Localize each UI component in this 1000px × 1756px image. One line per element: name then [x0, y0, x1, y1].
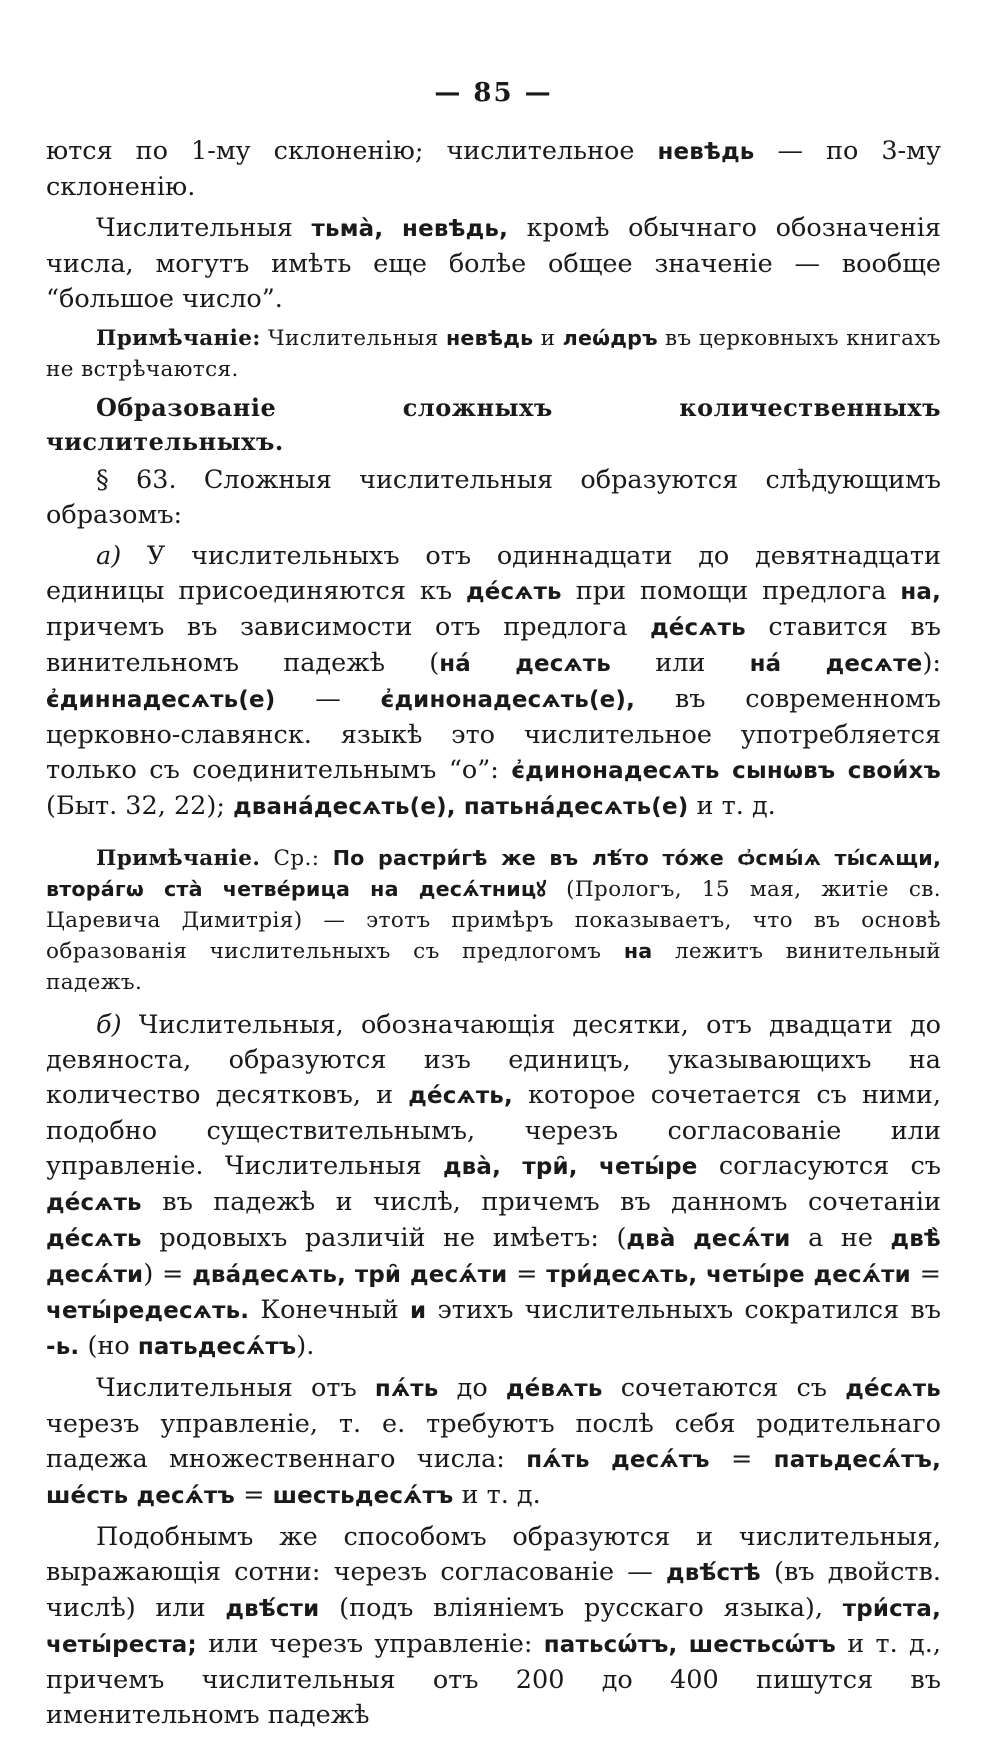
church-slavonic-term: невѣдь: [445, 326, 534, 350]
item-marker: а): [96, 541, 122, 571]
church-slavonic-term: патьдесѧ́тъ: [137, 1334, 297, 1360]
church-slavonic-term: де́сѧть: [466, 579, 562, 605]
church-slavonic-term: два́десѧть, три̑ десѧ́ти: [192, 1262, 508, 1288]
church-slavonic-term: невѣдь: [657, 139, 755, 165]
paragraph-item-b: б) Числительныя, обозначающія десятки, отъ двадцати до девяноста, образуются изъ единицъ, указывающихъ на количество десятковъ, и де́сѧть, которое сочетается съ ними, подобно существительнымъ, черезъ согласованіе или управленіе. Числительныя два̀, три̑, четы́ре согласуются съ де́сѧть въ падежѣ и числѣ, причемъ въ данномъ сочетаніи де́сѧть родовыхъ различій не имѣетъ: (два̀ десѧ́ти а не двѣ̀ десѧ́ти) = два́десѧть, три̑ десѧ́ти = три́десѧть, четы́ре десѧ́ти = четы́редесѧть. Конечный и этихъ числительныхъ сократился въ -ь. (но патьдесѧ́тъ).: [46, 1010, 942, 1361]
church-slavonic-term: шестьдесѧ́тъ: [272, 1483, 454, 1509]
church-slavonic-term: леѡ́дръ: [562, 326, 658, 350]
church-slavonic-term: де́сѧть: [46, 1190, 142, 1216]
church-slavonic-term: де́сѧть: [845, 1376, 941, 1402]
page-number: — 85 —: [434, 78, 553, 108]
note-label: Примѣчаніе:: [96, 326, 261, 351]
church-slavonic-term: патьсѡ́тъ, шестьсѡ́тъ: [543, 1632, 836, 1658]
paragraph-hundreds: Подобнымъ же способомъ образуются и числительныя, выражающія сотни: черезъ согласованіе — двѣ́стѣ (въ двойств. числѣ) или двѣ́сти (подъ вліяніемъ русскаго языка), три́ста, четы́реста; или черезъ управленіе: патьсѡ́тъ, шестьсѡ́тъ и т. д., причемъ числительныя отъ 200 до 400 пишутся въ именительномъ падежѣ: [46, 1522, 941, 1730]
paragraph-tens-government: Числительныя отъ пѧ́ть до де́вѧть сочетаются съ де́сѧть черезъ управленіе, т. е. требуютъ послѣ себя родительнаго падежа множественнаго числа: пѧ́ть десѧ́тъ = патьдесѧ́тъ, ше́сть десѧ́тъ = шестьдесѧ́тъ и т. д.: [46, 1373, 942, 1510]
church-slavonic-term: двѣ́стѣ: [665, 1560, 761, 1586]
church-slavonic-term: четы́редесѧть.: [46, 1298, 250, 1324]
church-slavonic-term: и: [409, 1298, 427, 1324]
church-slavonic-term: є҆динонадесѧть сынѡвъ свои́хъ: [511, 758, 941, 784]
church-slavonic-quote: По растри́гѣ же въ лѣ́то то́же ѻ҆смы́ѧ ты́сѧщи, втора́гѡ ста̀ четве́рица на десѧ́тницꙋ: [46, 846, 941, 901]
book-page: [46, 78, 941, 1739]
church-slavonic-term: патьдесѧ́тъ, ше́сть десѧ́тъ: [46, 1447, 942, 1509]
note-label: Примѣчаніе.: [96, 846, 261, 871]
church-slavonic-term: двана́десѧть(е), патьна́десѧть(е): [233, 794, 689, 820]
church-slavonic-term: на́ десѧть: [439, 651, 611, 677]
church-slavonic-term: де́сѧть: [650, 615, 746, 641]
church-slavonic-term: на,: [900, 579, 942, 605]
church-slavonic-term: де́сѧть,: [408, 1083, 513, 1109]
church-slavonic-term: два̀, три̑, четы́ре: [442, 1154, 698, 1180]
item-marker: б): [96, 1010, 122, 1040]
church-slavonic-term: є҆динонадесѧть(е),: [380, 687, 635, 713]
paragraph-large-numbers: Числительныя тьма̀, невѣдь, кромѣ обычнаго обозначенія числа, могутъ имѣть еще болѣе общее значеніе — вообще “большое число”.: [46, 213, 941, 314]
church-slavonic-term: де́вѧть: [505, 1376, 603, 1402]
church-slavonic-term: два̀ десѧ́ти: [626, 1226, 791, 1252]
note-paragraph: Примѣчаніе. Ср.: По растри́гѣ же въ лѣ́то то́же ѻ҆смы́ѧ ты́сѧщи, втора́гѡ ста̀ четве́рица на десѧ́тницꙋ (Прологъ, 15 мая, житіе св. Царевича Димитрія) — этотъ примѣръ показываетъ, что въ основѣ образованія числительныхъ съ предлогомъ на лежитъ винительный падежъ.: [46, 846, 942, 995]
church-slavonic-term: три́ста, четы́реста;: [46, 1596, 941, 1658]
church-slavonic-term: двѣ̀ десѧ́ти: [46, 1226, 941, 1288]
church-slavonic-term: на: [623, 939, 653, 963]
church-slavonic-term: пѧ́ть: [374, 1376, 439, 1402]
section-heading: Образованіе сложныхъ количественныхъ числительныхъ.: [46, 393, 941, 456]
church-slavonic-term: три́десѧть, четы́ре десѧ́ти: [546, 1262, 911, 1288]
church-slavonic-term: на́ десѧте: [749, 651, 923, 677]
church-slavonic-term: пѧ́ть десѧ́тъ: [526, 1447, 710, 1473]
church-slavonic-term: є҆диннадесѧть(е): [46, 687, 276, 713]
note-paragraph: Примѣчаніе: Числительныя невѣдь и леѡ́дръ въ церковныхъ книгахъ не встрѣчаются.: [46, 326, 942, 382]
church-slavonic-term: де́сѧть: [46, 1226, 142, 1252]
church-slavonic-term: двѣ́сти: [225, 1596, 320, 1622]
paragraph-item-a: а) У числительныхъ отъ одиннадцати до девятнадцати единицы присоединяются къ де́сѧть при помощи предлога на, причемъ въ зависимости отъ предлога де́сѧть ставится въ винительномъ падежѣ (на́ десѧть или на́ десѧте): є҆диннадесѧть(е) — є҆динонадесѧть(е), въ современномъ церковно-славянск. языкѣ это числительное употребляется только съ соединительнымъ “о”: є҆динонадесѧть сынѡвъ свои́хъ (Быт. 32, 22); двана́десѧть(е), патьна́десѧть(е) и т. д.: [46, 541, 942, 821]
church-slavonic-term: тьма̀, невѣдь,: [311, 216, 508, 242]
paragraph-section-63: § 63. Сложныя числительныя образуются слѣдующимъ образомъ:: [46, 465, 941, 530]
church-slavonic-term: -ь.: [46, 1334, 80, 1360]
paragraph-declension: ются по 1-му склоненію; числительное невѣдь — по 3-му склоненію.: [46, 136, 941, 202]
